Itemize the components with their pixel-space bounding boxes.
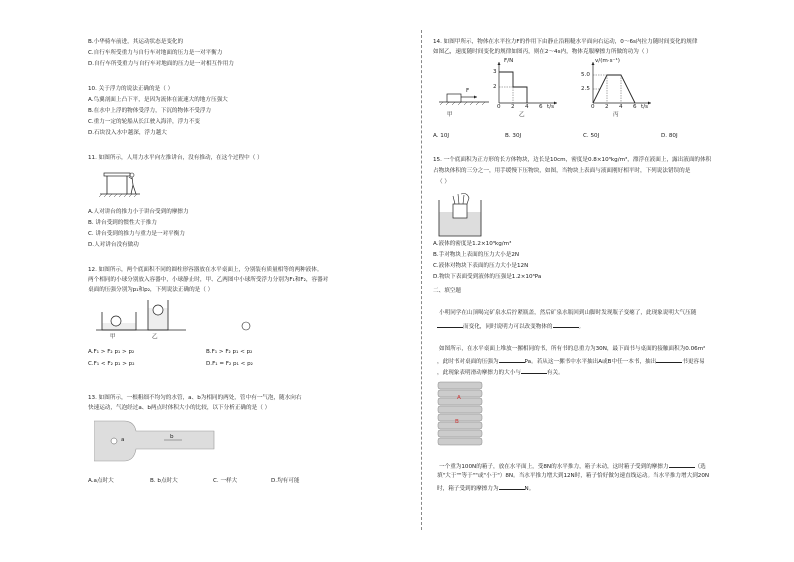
q10-stem: 10. 关于浮力的说法正确的是（ ） bbox=[88, 86, 174, 92]
velocity-chart-ylabel: v/(m·s⁻¹) bbox=[595, 58, 620, 64]
fill1-line-2: 而变化，同时说明力可以改变物体的 。 bbox=[437, 322, 584, 332]
q15-stem-line-3: （ ） bbox=[437, 179, 450, 185]
force-chart-xtick-0: 0 bbox=[497, 104, 501, 110]
q11-option-d: D.人对讲台没有做功 bbox=[88, 242, 139, 248]
q13-option-b: B. b点时大 bbox=[150, 478, 178, 484]
two-containers-figure bbox=[96, 298, 256, 338]
q12-option-a: A.F₁ > F₂ p₁ > p₂ bbox=[88, 349, 135, 355]
book-label-a: A bbox=[457, 395, 461, 401]
force-chart-ytick-2: 2 bbox=[493, 84, 497, 90]
q11-option-b: B. 讲台受到的惯性大于推力 bbox=[88, 220, 157, 226]
fill2-line-3: ，此现象表明滑动摩擦力的大小与 有关。 bbox=[437, 370, 564, 376]
q15-option-d: D.物块下表面受到液体的压强是1.2×10³Pa bbox=[433, 274, 542, 280]
book-label-b: B bbox=[455, 419, 459, 425]
force-chart-ylabel: F/N bbox=[504, 58, 514, 64]
fill3-line-2: 填"大于""等于""或"小于"）8N。当水平推力增大到12N时，箱子恰好做匀速直线运动。当水平推力增大到20N bbox=[437, 473, 710, 479]
q12-option-b: B.F₁ > F₂ p₁ < p₂ bbox=[206, 349, 253, 355]
velocity-chart-xtick-0: 0 bbox=[591, 104, 595, 110]
q10-option-b: B.在水中上浮的物体受浮力，下沉的物体不受浮力 bbox=[88, 108, 212, 114]
q14-option-c: C. 50J bbox=[583, 133, 600, 139]
velocity-chart-ytick-2-5: 2.5 bbox=[581, 86, 590, 92]
q14-force-label: F bbox=[466, 88, 470, 94]
force-chart-xtick-2: 2 bbox=[511, 104, 515, 110]
pipe-label-a: a bbox=[121, 437, 125, 443]
q13-stem-line-2: 快速运动，气泡经过a、b两点时体积大小的比较，以下分析正确的是（ ） bbox=[88, 405, 271, 411]
block-in-liquid-figure bbox=[437, 190, 483, 238]
q12-stem-line-2: 两个相同的小球分别放入容器中，小球静止时，甲、乙两图中小球所受浮力分别为F₁和F₂，容器对 bbox=[88, 277, 329, 283]
q12-figure-label-jia: 甲 bbox=[110, 334, 116, 340]
fill3-line-1: 一个重为100N的箱子，放在水平面上，受8N的水平推力，箱子未动，这时箱子受到的摩擦力 （选 bbox=[439, 464, 706, 470]
q12-option-d: D.F₁ = F₂ p₁ < p₂ bbox=[206, 361, 253, 367]
stack-of-books-figure bbox=[437, 380, 483, 450]
q14-stem-line-1: 14. 如图甲所示，物体在水平拉力F的作用下由静止沿粗糙水平面向右运动，0～6s内拉力随时间变化的规律 bbox=[433, 39, 698, 45]
fill2-line-2: ，此时书对桌面的压强为 Pa。若从这一摞书中水平抽出A或B中任一本书，抽出 书更容易 bbox=[437, 359, 705, 365]
velocity-chart-xtick-6: 6 bbox=[633, 104, 637, 110]
fill2-blank-2[interactable] bbox=[656, 357, 682, 363]
person-pushing-desk-figure bbox=[98, 167, 142, 197]
q15-option-c: C.液体对物块下表面的压力大小是12N bbox=[433, 263, 529, 269]
force-chart-xlabel: t/s bbox=[547, 104, 554, 110]
block-on-surface-figure bbox=[439, 88, 491, 108]
fill2-line-1: 如图所示，在水平桌面上堆放一摞相同的书，所有书的总重力为30N，最下面书与桌面的接触面积为0.06m² bbox=[439, 346, 706, 352]
force-chart-ytick-3: 3 bbox=[493, 69, 497, 75]
q9-option-c: C.自行车所受重力与自行车对地面的压力是一对平衡力 bbox=[88, 50, 223, 56]
fill1-line-1: 小明同学在山顶喝完矿泉水后拧紧瓶盖，然后矿泉水瓶回到山脚时发现瓶子变瘪了，此现象说明大气压随 bbox=[439, 310, 697, 316]
velocity-chart-xtick-2: 2 bbox=[605, 104, 609, 110]
q15-stem-line-1: 15. 一个底面积为正方形的长方体物块，边长是10cm，密度是0.8×10³kg/m³，漂浮在液面上，露出液面的体积 bbox=[433, 157, 712, 163]
section-title-fill-in: 二、填空题 bbox=[433, 288, 461, 294]
q11-option-a: A.人对讲台的推力小于讲台受到的摩擦力 bbox=[88, 209, 189, 215]
q13-option-a: A.a点时大 bbox=[88, 478, 114, 484]
pipe-label-b: b bbox=[170, 434, 174, 440]
fill3-blank-2[interactable] bbox=[499, 484, 525, 490]
water-pipe-figure bbox=[94, 419, 216, 463]
fill2-blank-3[interactable] bbox=[521, 368, 547, 374]
q15-stem-line-2: 占物块体积的三分之一，用手缓慢下压物块，如图，当物块上表面与液面刚好相平时，下列说法错误的是 bbox=[433, 168, 691, 174]
velocity-chart-ytick-5: 5.0 bbox=[581, 72, 590, 78]
q12-stem-line-1: 12. 如图所示，两个底面积不同的圆柱形容器放在水平桌面上，分别装有质量相等的两种液体。 bbox=[88, 267, 323, 273]
q13-stem-line-1: 13. 如图所示，一根粗细不均匀的水管，a、b为相同的两处，管中有一气泡，随水向右 bbox=[88, 395, 302, 401]
q10-option-a: A.鸟翼剖面上凸下平，是因为流体在流速大的地方压强大 bbox=[88, 97, 228, 103]
q14-figure-label-jia: 甲 bbox=[447, 112, 453, 118]
q14-option-b: B. 30J bbox=[505, 133, 522, 139]
q15-option-a: A.液体的密度是1.2×10³kg/m³ bbox=[433, 241, 512, 247]
q11-stem: 11. 如图所示，人用力水平向左推讲台，没有推动，在这个过程中（ ） bbox=[88, 155, 263, 161]
fill3-blank-1[interactable] bbox=[669, 462, 695, 468]
q12-figure-label-yi: 乙 bbox=[152, 334, 158, 340]
force-chart-label: 乙 bbox=[519, 112, 525, 118]
velocity-time-chart bbox=[583, 60, 655, 108]
fill3-line-3: 时，箱子受到的摩擦力为 N。 bbox=[437, 486, 535, 492]
q15-option-b: B.手对物块上表面的压力大小是2N bbox=[433, 252, 520, 258]
fill1-blank-1[interactable] bbox=[437, 322, 463, 328]
q10-option-c: C.重力一定的轮船从长江驶入海洋，浮力不变 bbox=[88, 119, 200, 125]
velocity-chart-label: 丙 bbox=[613, 112, 619, 118]
force-chart-xtick-6: 6 bbox=[539, 104, 543, 110]
q14-stem-line-2: 如图乙，速度随时间变化的规律如图丙，则在2～4s内，物体克服摩擦力所做的功为（ ） bbox=[433, 49, 652, 55]
fill1-blank-2[interactable] bbox=[553, 322, 579, 328]
q11-option-c: C. 讲台受到的推力与重力是一对平衡力 bbox=[88, 231, 185, 237]
force-chart-xtick-4: 4 bbox=[525, 104, 529, 110]
fill2-blank-1[interactable] bbox=[499, 357, 525, 363]
q12-stem-line-3: 桌面的压强分别为p₁和p₂，下列说法正确的是（ ） bbox=[88, 287, 214, 293]
q13-option-d: D.均有可能 bbox=[271, 478, 300, 484]
q14-option-a: A. 10J bbox=[433, 133, 450, 139]
q14-option-d: D. 80J bbox=[661, 133, 678, 139]
velocity-chart-xtick-4: 4 bbox=[619, 104, 623, 110]
q10-option-d: D.石块没入水中越深，浮力越大 bbox=[88, 130, 167, 136]
q9-option-b: B.小华骑车前进，其运动状态是变化的 bbox=[88, 39, 184, 45]
velocity-chart-xlabel: t/s bbox=[641, 104, 648, 110]
q9-option-d: D.自行车所受重力与自行车对地面的压力是一对相互作用力 bbox=[88, 61, 234, 67]
q12-option-c: C.F₁ < F₂ p₁ > p₂ bbox=[88, 361, 135, 367]
force-time-chart bbox=[491, 60, 561, 108]
q13-option-c: C. 一样大 bbox=[213, 478, 238, 484]
column-divider bbox=[421, 30, 422, 530]
